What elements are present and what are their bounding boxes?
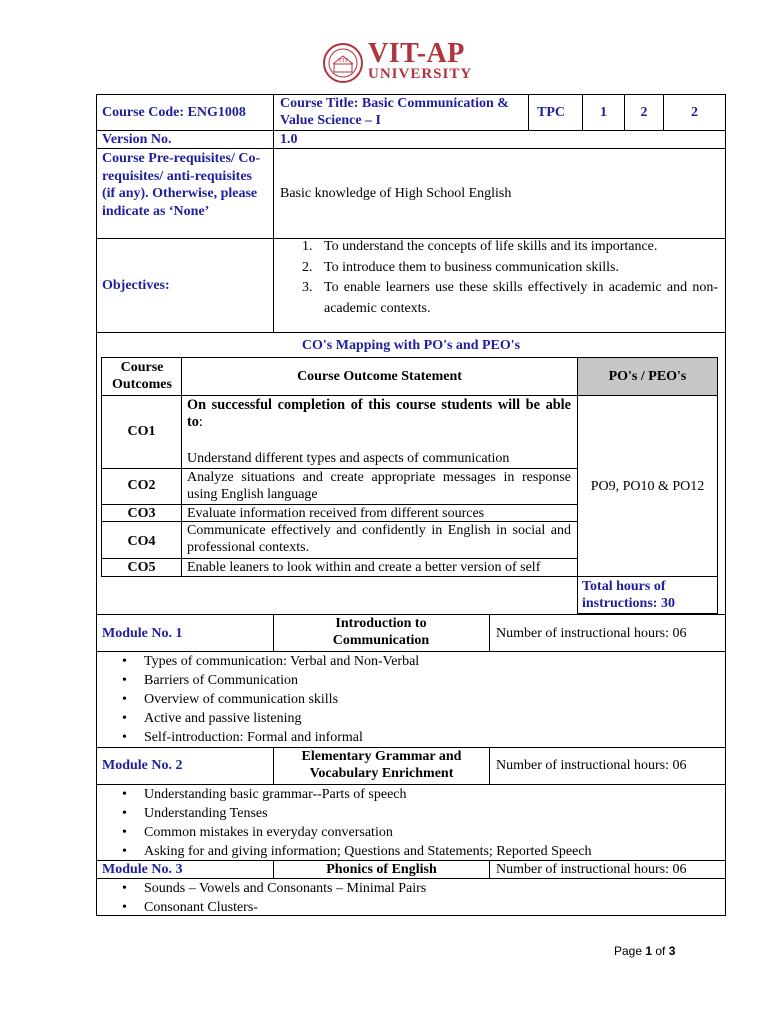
module-2-label: Module No. 2	[102, 758, 183, 773]
topic-item: • Active and passive listening	[122, 711, 302, 726]
module-2-topics	[96, 785, 716, 861]
university-seal-icon	[322, 42, 364, 84]
objectives-label: Objectives:	[102, 278, 170, 293]
tpc-practical: 2	[640, 105, 648, 120]
module-3-hours: Number of instructional hours: 06	[496, 862, 687, 877]
university-logo	[322, 40, 482, 86]
objective-item: 3. To enable learners use these skills effectively in academic and non-academic contexts.	[302, 280, 718, 316]
co-code: CO3	[127, 506, 156, 521]
co-statement: Evaluate information received from different sources	[187, 506, 485, 521]
version-label: Version No.	[102, 132, 172, 147]
co-code: CO4	[127, 534, 156, 549]
col-po-peo: PO's / PEO's	[608, 369, 687, 384]
module-3-title: Phonics of English	[326, 862, 437, 877]
module-1-label: Module No. 1	[102, 626, 183, 641]
col-course-outcomes: Course Outcomes	[112, 360, 172, 392]
topic-item: • Asking for and giving information; Questions and Statements; Reported Speech	[122, 844, 592, 859]
objective-item: 2. To introduce them to business communication skills.	[302, 259, 619, 275]
total-hours: Total hours of instructions: 30	[582, 579, 675, 611]
tpc-credits: 2	[691, 105, 698, 120]
page-number: Page 1 of 3	[614, 944, 676, 958]
topic-item: • Overview of communication skills	[122, 692, 339, 707]
course-title: Course Title: Basic Communication & Value Science – I	[280, 96, 509, 128]
topic-item: • Sounds – Vowels and Consonants – Minimal Pairs	[122, 881, 427, 896]
module-2-title: Elementary Grammar and Vocabulary Enrichment	[301, 749, 462, 781]
tpc-theory: 1	[600, 105, 607, 120]
module-3-topics	[96, 879, 716, 917]
module-1-hours: Number of instructional hours: 06	[496, 626, 687, 641]
logo-name: VIT-AP	[368, 38, 465, 69]
co-statement: Understand different types and aspects of communication	[187, 451, 510, 466]
outcome-intro: On successful completion of this course students will be able to:	[187, 397, 571, 430]
module-1-title: Introduction to Communication	[332, 616, 430, 648]
topic-item: • Types of communication: Verbal and Non-Verbal	[122, 654, 420, 669]
topic-item: • Consonant Clusters-	[122, 900, 258, 915]
module-1-topics	[96, 652, 716, 747]
prereq-value: Basic knowledge of High School English	[280, 186, 512, 201]
co-code: CO2	[127, 478, 156, 493]
topic-item: • Self-introduction: Formal and informal	[122, 730, 363, 745]
prereq-label: Course Pre-requisites/ Co-requisites/ anti-requisites (if any). Otherwise, please indicate as ‘None’	[102, 151, 261, 219]
topic-item: • Understanding basic grammar--Parts of speech	[122, 787, 407, 802]
module-2-hours: Number of instructional hours: 06	[496, 758, 687, 773]
co-code: CO1	[127, 424, 156, 439]
course-code: Course Code: ENG1008	[102, 105, 246, 120]
co-code: CO5	[127, 560, 156, 575]
po-mapping-value: PO9, PO10 & PO12	[590, 479, 705, 494]
logo-subtitle: UNIVERSITY	[368, 66, 473, 82]
tpc-label: TPC	[537, 105, 565, 120]
co-statement: Analyze situations and create appropriate messages in response using English language	[187, 470, 571, 502]
topic-item: • Barriers of Communication	[122, 673, 298, 688]
co-statement: Communicate effectively and confidently in English in social and professional contexts.	[187, 523, 571, 555]
module-3-label: Module No. 3	[102, 862, 183, 877]
version-value: 1.0	[280, 132, 298, 147]
seal-text: VIT	[338, 58, 348, 64]
objective-item: 1. To understand the concepts of life skills and its importance.	[302, 239, 658, 254]
mapping-title: CO's Mapping with PO's and PEO's	[301, 338, 521, 353]
co-statement: Enable leaners to look within and create a better version of self	[187, 560, 541, 575]
topic-item: • Understanding Tenses	[122, 806, 268, 821]
objectives-list	[298, 237, 718, 319]
topic-item: • Common mistakes in everyday conversation	[122, 825, 393, 840]
col-outcome-statement: Course Outcome Statement	[297, 369, 462, 384]
